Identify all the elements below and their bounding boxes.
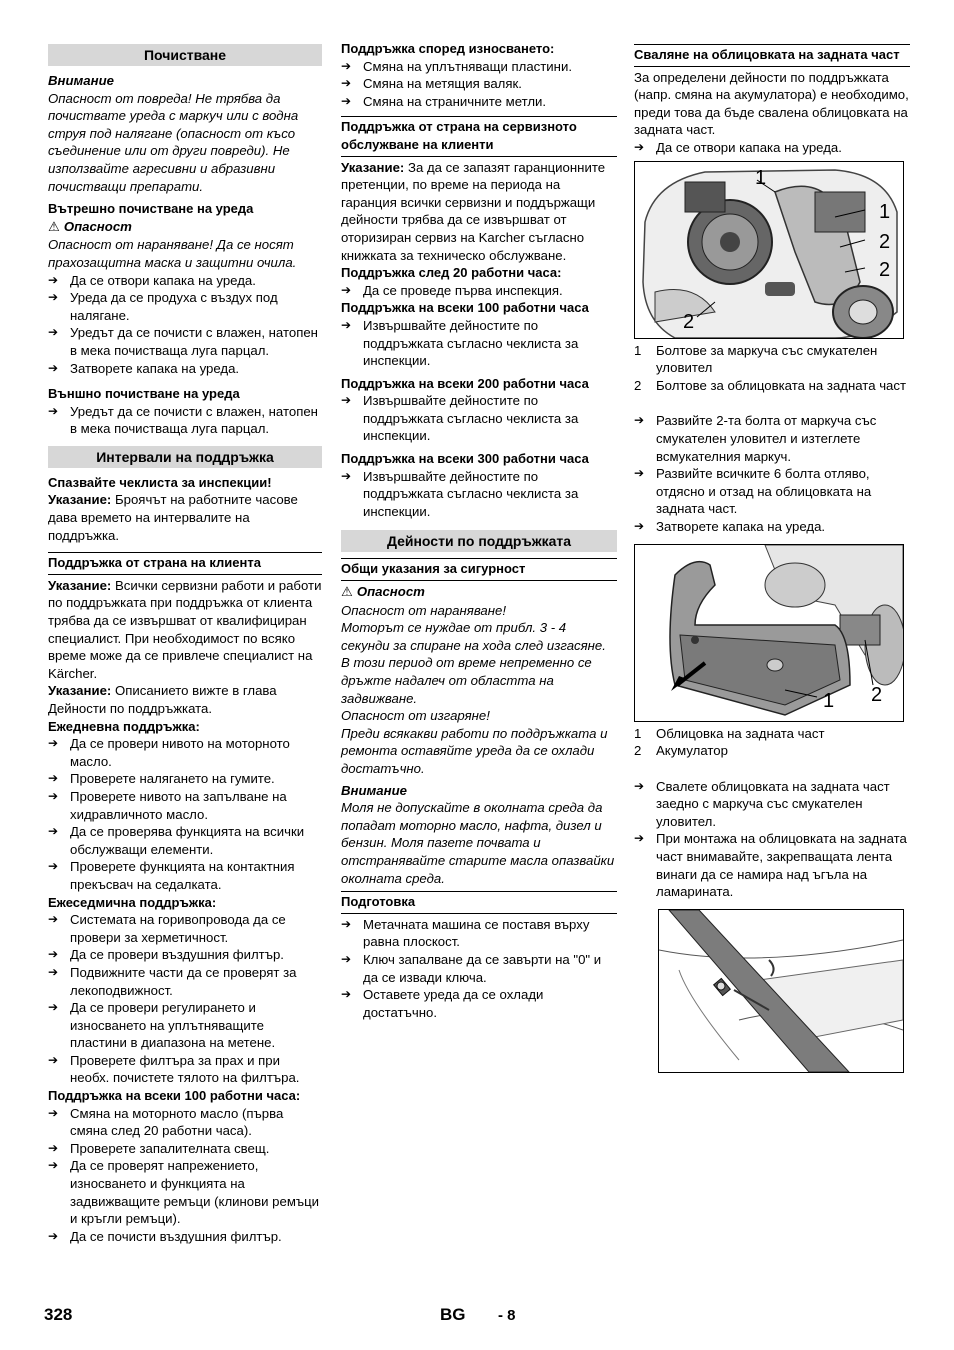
list-item: ➔ Подвижните части да се проверят за лекоподвижност. bbox=[48, 964, 322, 999]
strap-illustration bbox=[659, 910, 903, 1072]
section-cleaning-title: Почистване bbox=[48, 44, 322, 66]
legend-item: 2 Акумулатор bbox=[634, 743, 728, 759]
list-item: ➔ Ключ запалване да се завърти на "0" и да се извади ключа. bbox=[341, 951, 617, 986]
safety-title: Общи указания за сигурност bbox=[341, 558, 617, 581]
s200-title: Поддръжка на всеки 200 работни часа bbox=[341, 375, 589, 391]
list-item: ➔ Смяна на моторното масло (първа смяна след 20 работни часа). bbox=[48, 1105, 322, 1140]
list-item: ➔ Развийте 2-та болта от маркуча със смукателен уловител и изтеглете всмукателния маркуч. bbox=[634, 412, 910, 465]
figure1-legend bbox=[634, 342, 910, 395]
removal-intro: За определени дейности по поддръжката (напр. смяна на акумулатора) е необходимо, преди това да бъде свалена облицовката на задната част. bbox=[634, 69, 909, 138]
list-item: ➔ Метачната машина се поставя върху равна плоскост. bbox=[341, 916, 617, 951]
callout-label: 1 bbox=[755, 166, 767, 189]
warning-triangle-icon: ⚠ bbox=[341, 585, 353, 601]
attention-text: Опасност от повреда! Не трябва да почиствате уреда с маркуч или с водна струя под налягане (опасност от късо съединение или от други повреди). Не използвайте агресивни и абразивни почистващи препарати. bbox=[48, 90, 299, 194]
internal-steps-list bbox=[48, 272, 322, 378]
attention-heading: Внимание bbox=[341, 782, 407, 798]
list-item: ➔ Да се провери нивото на моторното масло. bbox=[48, 735, 322, 770]
wear-maintenance-title: Поддръжка според износването: bbox=[341, 41, 555, 56]
list-item: ➔ Уреда да се продуха с въздух под налягане. bbox=[48, 289, 322, 324]
legend-item: 1 Болтове за маркуча със смукателен уловител bbox=[634, 342, 878, 376]
daily-maintenance-title: Ежедневна поддръжка: bbox=[48, 718, 200, 734]
column-left bbox=[48, 40, 322, 1245]
list-item: ➔ Да се отвори капака на уреда. bbox=[634, 139, 910, 157]
list-item: ➔ При монтажа на облицовката на задната част внимавайте, закрепващата лента винаги да се намира над ъгъла на ламарината. bbox=[634, 830, 910, 900]
note-paragraph: Указание: Броячът на работните часове дава времето на интервалите на поддръжка. bbox=[48, 492, 298, 543]
danger-text: Преди всякакви работи по поддръжката и ремонта оставяйте уреда да се охлади достатъчно. bbox=[341, 725, 608, 776]
section-activities-title: Дейности по поддръжката bbox=[341, 530, 617, 552]
figure-mounting-strap bbox=[658, 909, 904, 1073]
note-paragraph: Указание: За да се запазят гаранционните претенции, по време на периода на гаранция всички сервизни и поддържащи дейности трябва да се извършват от оторизиран сервиз на Karcher съгласно книжката за техническо обслужване. bbox=[341, 159, 606, 263]
list-item: ➔ Оставете уреда да се охлади достатъчно. bbox=[341, 986, 617, 1021]
list-item: ➔ Проверете налягането на гумите. bbox=[48, 770, 322, 788]
service-maintenance-title: Поддръжка от страна на сервизното обслужване на клиенти bbox=[341, 116, 617, 156]
section-intervals-title: Интервали на поддръжка bbox=[48, 446, 322, 468]
list-item: ➔ Смяна на страничните метли. bbox=[341, 93, 617, 111]
danger-heading: ⚠ Опасност bbox=[48, 218, 132, 235]
note-paragraph: Указание: Всички сервизни работи и работи по поддръжката при поддръжка от клиента трябва да се извършват от квалифициран специалист. При необходимост по всяко време може да се привлече специалист на Kärcher. bbox=[48, 577, 322, 681]
customer-maintenance-title: Поддръжка от страна на клиента bbox=[48, 552, 322, 575]
list-item: ➔ Да се почисти въздушния филтър. bbox=[48, 1228, 322, 1246]
list-item: ➔ Извършвайте дейностите по поддръжката съгласно чеклиста за инспекции. bbox=[341, 317, 617, 370]
callout-label: 2 bbox=[871, 683, 883, 706]
h100-maintenance-title: Поддръжка на всеки 100 работни часа: bbox=[48, 1088, 301, 1104]
list-item: ➔ Затворете капака на уреда. bbox=[48, 360, 322, 378]
figure2-legend bbox=[634, 725, 910, 760]
list-item: ➔ Проверете запалителната свещ. bbox=[48, 1140, 322, 1158]
list-item: ➔ Проверете нивото на запълване на хидравличното масло. bbox=[48, 788, 322, 823]
external-cleaning-title: Външно почистване на уреда bbox=[48, 386, 240, 402]
danger-text: Моторът се нуждае от прибл. 3 - 4 секунди за спиране на хода след изгасяне. В този период от време непременно се дръжте надалеч от областта на задвижване. bbox=[341, 620, 606, 706]
danger-text: Опасност от нараняване! bbox=[341, 602, 507, 618]
list-item: ➔ Да се отвори капака на уреда. bbox=[48, 272, 322, 290]
list-item: ➔ Да се проведе първа инспекция. bbox=[341, 282, 617, 300]
weekly-maintenance-title: Ежеседмична поддръжка: bbox=[48, 894, 217, 910]
s20-title: Поддръжка след 20 работни часа: bbox=[341, 265, 562, 281]
callout-label: 1 bbox=[879, 200, 891, 223]
figure-engine-compartment bbox=[634, 161, 904, 339]
legend-item: 1 Облицовка на задната част bbox=[634, 725, 825, 741]
figure-rear-cover bbox=[634, 544, 904, 722]
list-item: ➔ Да се провери регулирането и износването на уплътняващите пластини в диапазона на метене. bbox=[48, 999, 322, 1052]
rear-cover-illustration bbox=[635, 545, 903, 721]
callout-label: 2 bbox=[683, 310, 695, 333]
list-item: ➔ Системата на горивопровода да се провери за херметичност. bbox=[48, 911, 322, 946]
list-item: ➔ Проверете функцията на контактния прекъсвач на седалката. bbox=[48, 858, 322, 893]
column-right bbox=[634, 40, 910, 1073]
section-page: - 8 bbox=[498, 1307, 516, 1324]
checklist-title: Спазвайте чеклиста за инспекции! bbox=[48, 474, 272, 490]
list-item: ➔ Да се провери въздушния филтър. bbox=[48, 946, 322, 964]
list-item: ➔ Да се проверят напрежението, износването и функцията на задвижващите ремъци (клинови ремъци и кръгли ремъци). bbox=[48, 1157, 322, 1227]
language-code: BG bbox=[440, 1305, 466, 1324]
list-item: ➔ Да се проверява функцията на всички обслужващи елементи. bbox=[48, 823, 322, 858]
s300-title: Поддръжка на всеки 300 работни часа bbox=[341, 451, 589, 467]
danger-text: Опасност от изгаряне! bbox=[341, 708, 490, 724]
callout-label: 2 bbox=[879, 258, 891, 281]
list-item: ➔ Извършвайте дейностите по поддръжката съгласно чеклиста за инспекции. bbox=[341, 468, 617, 521]
callout-label: 2 bbox=[879, 230, 891, 253]
danger-heading: ⚠ Опасност bbox=[341, 584, 425, 601]
list-item: ➔ Извършвайте дейностите по поддръжката съгласно чеклиста за инспекции. bbox=[341, 392, 617, 445]
list-item: ➔ Проверете филтъра за прах и при необх. почистете тялото на филтъра. bbox=[48, 1052, 322, 1087]
prep-title: Подготовка bbox=[341, 891, 617, 914]
list-item: ➔ Смяна на метящия валяк. bbox=[341, 75, 617, 93]
engine-illustration bbox=[635, 162, 903, 338]
column-middle bbox=[341, 40, 617, 1021]
page-number: 328 bbox=[44, 1305, 73, 1324]
list-item: ➔ Уредът да се почисти с влажен, натопен в мека почистваща луга парцал. bbox=[48, 403, 322, 438]
warning-triangle-icon: ⚠ bbox=[48, 219, 60, 235]
list-item: ➔ Развийте всичките 6 болта отляво, отдясно и отзад на облицовката на задната част. bbox=[634, 465, 910, 518]
s100-title: Поддръжка на всеки 100 работни часа bbox=[341, 300, 589, 316]
removal-title: Сваляне на облицовката на задната част bbox=[634, 44, 910, 67]
attention-text: Моля не допускайте в околната среда да попадат моторно масло, нафта, дизел и бензин. Моля пазете почвата и отстранявайте старите масла опазвайки околната среда. bbox=[341, 800, 615, 886]
legend-item: 2 Болтове за облицовката на задната част bbox=[634, 377, 907, 393]
danger-text: Опасност от нараняване! Да се носят прахозащитна маска и защитни очила. bbox=[48, 237, 297, 270]
list-item: ➔ Смяна на уплътняващи пластини. bbox=[341, 58, 617, 76]
internal-cleaning-title: Вътрешно почистване на уреда bbox=[48, 201, 254, 217]
attention-heading: Внимание bbox=[48, 73, 114, 88]
callout-label: 1 bbox=[823, 689, 835, 712]
list-item: ➔ Затворете капака на уреда. bbox=[634, 518, 910, 536]
note-paragraph: Указание: Описанието вижте в глава Дейности по поддръжката. bbox=[48, 683, 277, 716]
list-item: ➔ Свалете облицовката на задната част заедно с маркуча със смукателен уловител. bbox=[634, 778, 910, 831]
list-item: ➔ Уредът да се почисти с влажен, натопен в мека почистваща луга парцал. bbox=[48, 324, 322, 359]
